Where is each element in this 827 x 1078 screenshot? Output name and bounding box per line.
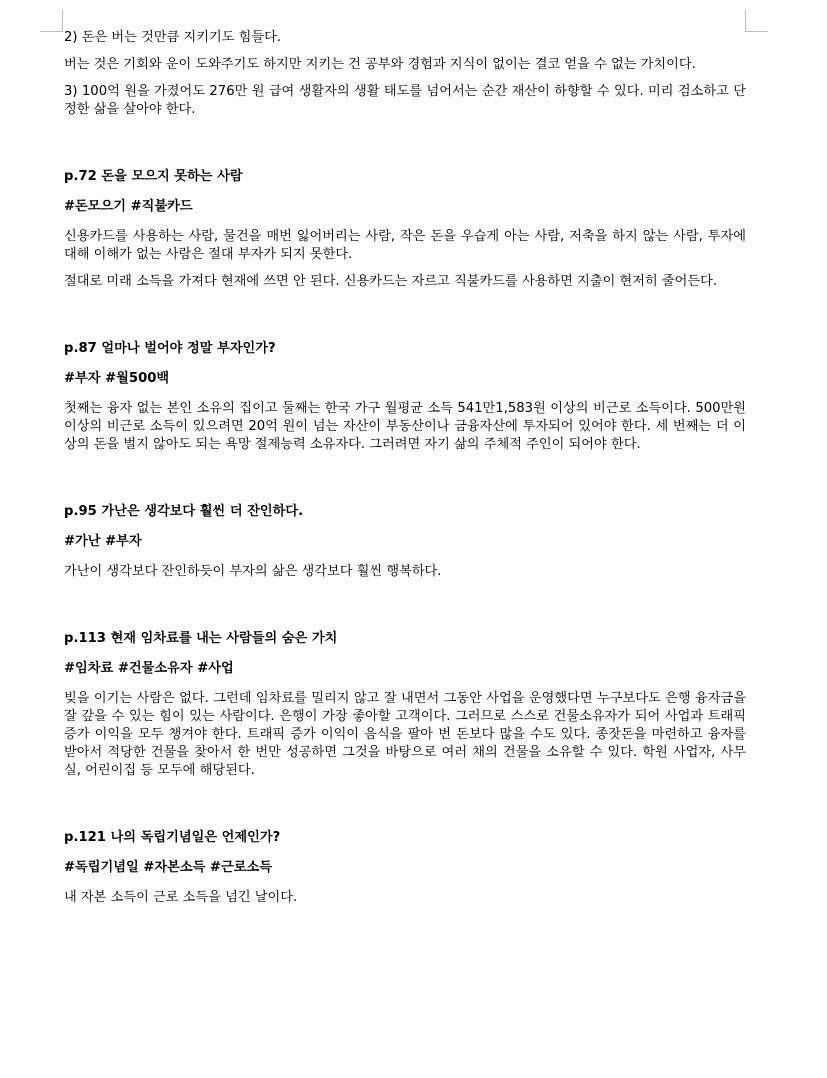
section-paragraph: 내 자본 소득이 근로 소득을 넘긴 날이다. (64, 890, 298, 905)
section-paragraph: 절대로 미래 소득을 가져다 현재에 쓰면 안 된다. 신용카드는 자르고 직불카드를 사용하면 지출이 현저히 줄어든다. (64, 274, 718, 289)
section-heading: p.113 현재 임차료를 내는 사람들의 숨은 가치 (64, 631, 338, 646)
intro-paragraph: 3) 100억 원을 가졌어도 276만 원 급여 생활자의 생활 태도를 넘어서는 순간 재산이 하향할 수 있다. 미리 검소하고 단정한 삶을 살아야 한다. (64, 84, 746, 117)
intro-paragraph: 2) 돈은 버는 것만큼 지키기도 힘들다. (64, 30, 282, 45)
section-paragraph: 가난이 생각보다 잔인하듯이 부자의 삶은 생각보다 훨씬 행복하다. (64, 564, 442, 579)
crop-mark-top-left-h (40, 31, 62, 33)
section-heading: p.121 나의 독립기념일은 언제인가? (64, 830, 281, 845)
section-tags: #돈모으기 #직불카드 (64, 199, 193, 214)
section-tags: #독립기념일 #자본소득 #근로소득 (64, 860, 272, 875)
crop-mark-top-right-h (746, 31, 768, 33)
document-body[interactable] (64, 29, 746, 916)
section-heading: p.95 가난은 생각보다 훨씬 더 잔인하다. (64, 504, 304, 519)
section-tags: #가난 #부자 (64, 534, 142, 549)
section-paragraph: 빚을 이기는 사람은 없다. 그런데 임차료를 밀리지 않고 잘 내면서 그동안 사업을 운영했다면 누구보다도 은행 융자금을 잘 갚을 수 있는 힘이 있는 사람이다. 은행이 가장 좋아할 고객이다. 그러므로 스스로 건물소유자가 되어 사업과 트래픽 증가 이익을 모두 챙겨야 한다. 트래픽 증가 이익이 음식을 팔아 번 돈보다 많을 수도 있다. 종잣돈을 마련하고 융자를 받아서 적당한 건물을 찾아서 한 번만 성공하면 그것을 바탕으로 여러 채의 건물을 소유할 수 있다. 학원 사업자, 사무실, 어린이집 등 모두에 해당된다. (64, 691, 746, 778)
section-heading: p.72 돈을 모으지 못하는 사람 (64, 169, 243, 184)
section-tags: #임차료 #건물소유자 #사업 (64, 661, 234, 676)
intro-paragraph: 버는 것은 기회와 운이 도와주기도 하지만 지키는 건 공부와 경험과 지식이 없이는 결코 얻을 수 없는 가치이다. (64, 57, 696, 72)
section-heading: p.87 얼마나 벌어야 정말 부자인가? (64, 341, 276, 356)
section-paragraph: 첫째는 융자 없는 본인 소유의 집이고 둘째는 한국 가구 월평균 소득 541만1,583원 이상의 비근로 소득이다. 500만원 이상의 비근로 소득이 있으려면 20억 원이 넘는 자산이 부동산이나 금융자산에 투자되어 있어야 한다. 세 번째는 더 이상의 돈을 벌지 않아도 되는 욕망 절제능력 소유자다. 그러려면 자기 삶의 주체적 주인이 되어야 한다. (64, 401, 746, 452)
section-tags: #부자 #월500백 (64, 371, 170, 386)
section-paragraph: 신용카드를 사용하는 사람, 물건을 매번 잃어버리는 사람, 작은 돈을 우습게 아는 사람, 저축을 하지 않는 사람, 투자에 대해 이해가 없는 사람은 절대 부자가 되지 못한다. (64, 229, 746, 262)
